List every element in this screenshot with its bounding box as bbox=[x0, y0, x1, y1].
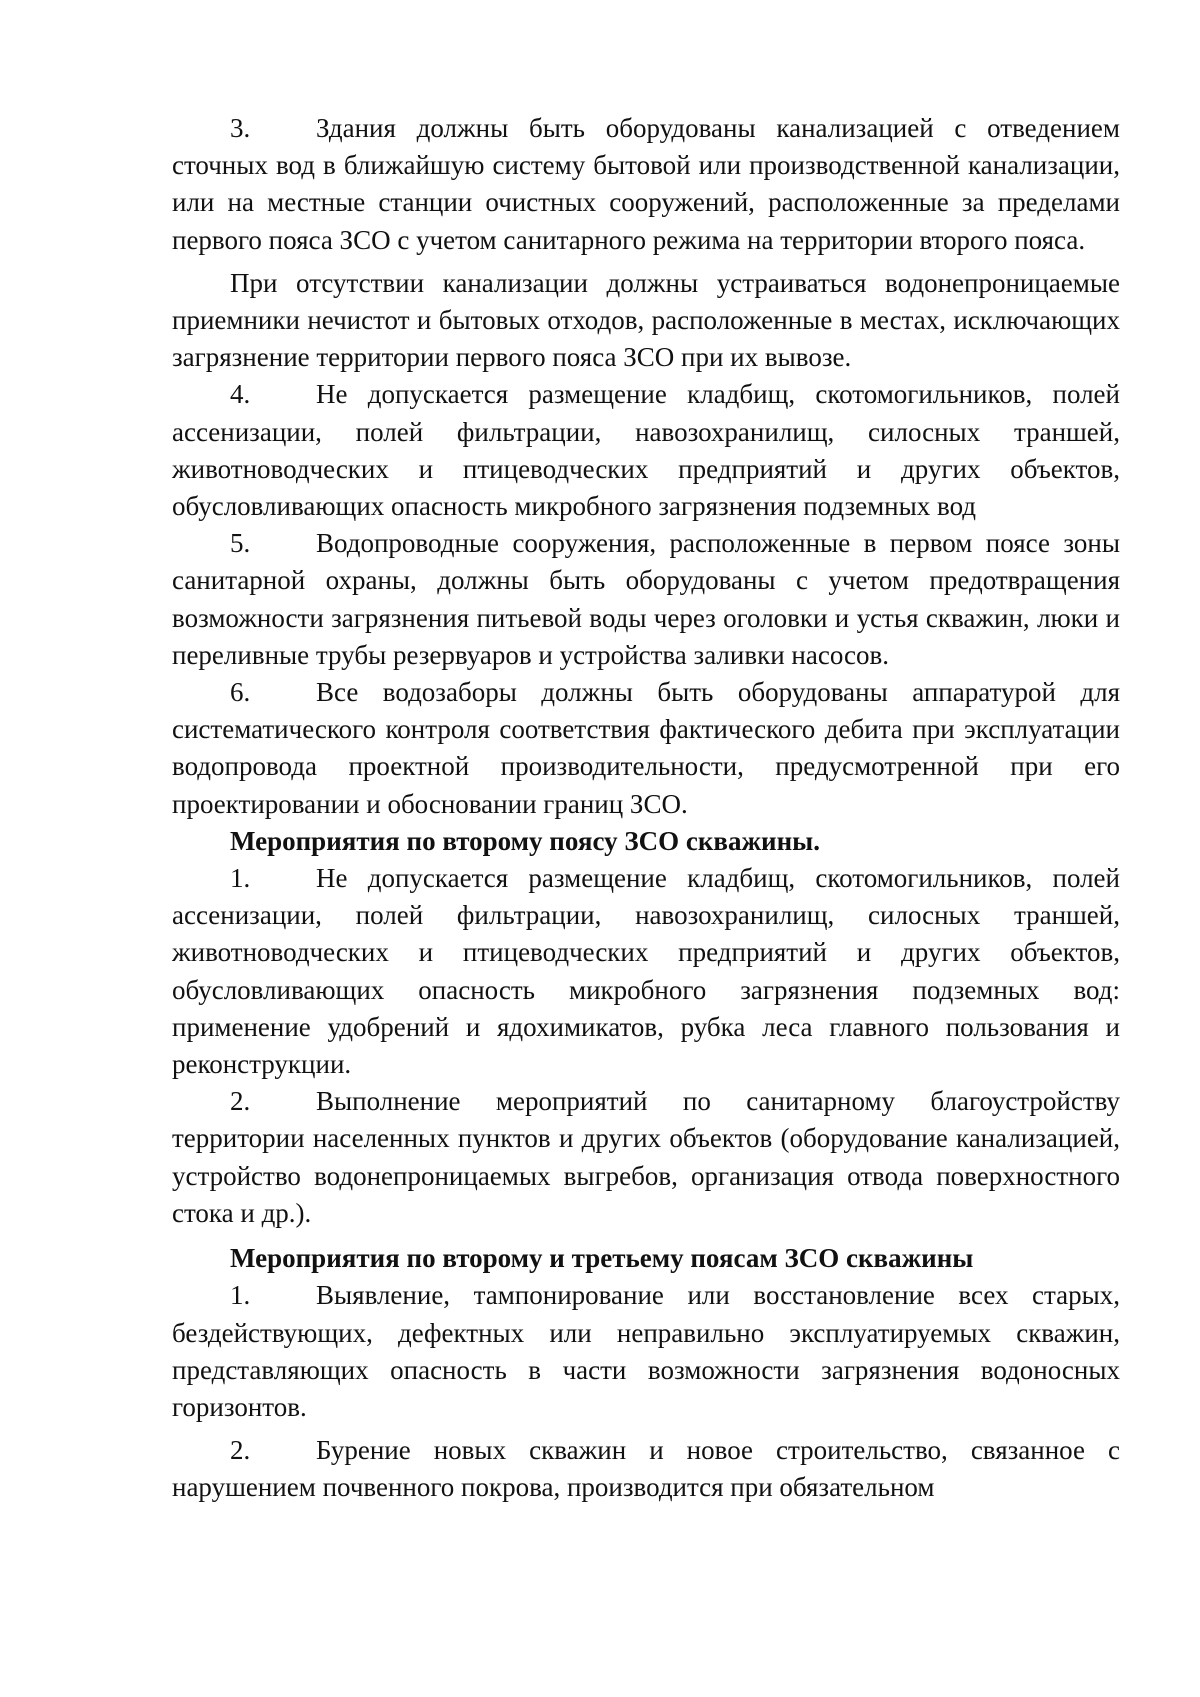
item-number: 2. bbox=[230, 1086, 251, 1117]
list-item bbox=[172, 1277, 1120, 1426]
item-number: 2. bbox=[230, 1435, 251, 1466]
paragraph bbox=[172, 265, 1120, 377]
paragraph-text: При отсутствии канализации должны устраиваться водонепроницаемые приемники нечистот и бытовых отходов, расположенные в местах, исключающих загрязнение территории первого пояса ЗСО при их вывозе. bbox=[172, 267, 1120, 373]
item-text: Бурение новых скважин и новое строительство, связанное с нарушением почвенного покрова, производится при обязательном bbox=[172, 1435, 1120, 1503]
item-number: 5. bbox=[230, 528, 251, 559]
item-number: 4. bbox=[230, 379, 251, 410]
list-item bbox=[172, 110, 1120, 259]
item-number: 1. bbox=[230, 863, 251, 894]
item-text: Здания должны быть оборудованы канализацией с отведением сточных вод в ближайшую систему бытовой или производственной канализации, или на местные станции очистных сооружений, расположенные за пределами первого пояса ЗСО с учетом санитарного режима на территории второго пояса. bbox=[172, 113, 1120, 255]
item-text: Водопроводные сооружения, расположенные в первом поясе зоны санитарной охраны, должны быть оборудованы с учетом предотвращения возможности загрязнения питьевой воды через оголовки и устья скважин, люки и переливные трубы резервуаров и устройства заливки насосов. bbox=[172, 528, 1120, 670]
item-text: Выявление, тампонирование или восстановление всех старых, бездействующих, дефектных или неправильно эксплуатируемых скважин, представляющих опасность в части возможности загрязнения водоносных горизонтов. bbox=[172, 1280, 1120, 1422]
item-text: Не допускается размещение кладбищ, скотомогильников, полей ассенизации, полей фильтрации, навозохранилищ, силосных траншей, животноводческих и птицеводческих предприятий и других объектов, обусловливающих опасность микробного загрязнения подземных вод bbox=[172, 379, 1120, 522]
list-item bbox=[172, 376, 1120, 525]
document-page bbox=[172, 110, 1120, 1507]
list-item bbox=[172, 525, 1120, 674]
item-text: Все водозаборы должны быть оборудованы аппаратурой для систематического контроля соответствия фактического дебита при эксплуатации водопровода проектной производительности, предусмотренной при его проектировании и обосновании границ ЗСО. bbox=[172, 677, 1120, 819]
item-number: 3. bbox=[230, 113, 251, 143]
section-heading: Мероприятия по второму и третьему поясам ЗСО скважины bbox=[230, 1243, 974, 1274]
list-item bbox=[172, 1083, 1120, 1232]
section-heading: Мероприятия по второму поясу ЗСО скважины. bbox=[230, 825, 820, 856]
item-number: 1. bbox=[230, 1280, 251, 1311]
list-item bbox=[172, 674, 1120, 823]
list-item bbox=[172, 860, 1120, 1083]
list-item bbox=[172, 1432, 1120, 1506]
item-text: Не допускается размещение кладбищ, скотомогильников, полей ассенизации, полей фильтрации, навозохранилищ, силосных траншей, животноводческих и птицеводческих предприятий и других объектов, обусловливающих опасность микробного загрязнения подземных вод: применение удобрений и ядохимикатов, рубка леса главного пользования и реконструкции. bbox=[172, 863, 1120, 1080]
item-text: Выполнение мероприятий по санитарному благоустройству территории населенных пунктов и других объектов (оборудование канализацией, устройство водонепроницаемых выгребов, организация отвода поверхностного стока и др.). bbox=[172, 1086, 1120, 1228]
item-number: 6. bbox=[230, 677, 251, 708]
